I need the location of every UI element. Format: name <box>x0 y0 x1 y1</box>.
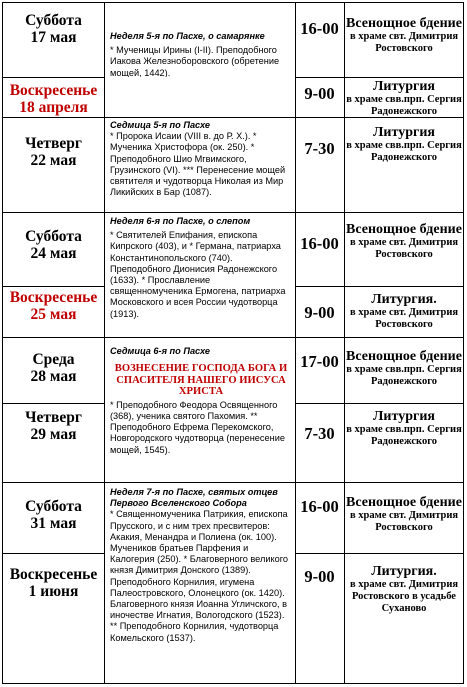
feast-title: ВОЗНЕСЕНИЕ ГОСПОДА БОГА И СПАСИТЕЛЯ НАШЕГО ИИСУСА ХРИСТА <box>114 363 288 398</box>
service-cell <box>344 125 464 164</box>
service-cell <box>344 16 464 55</box>
service-time: 16-00 <box>300 19 339 38</box>
service-cell <box>344 409 464 448</box>
day-cell <box>3 498 104 532</box>
service-name: Литургия. <box>371 564 437 579</box>
liturgical-week: Неделя 7-я по Пасхе, святых отцев Первого Вселенского Собора <box>110 487 278 509</box>
row-divider <box>295 553 464 554</box>
day-cell <box>3 409 104 443</box>
commemoration-cell <box>104 346 295 482</box>
commemoration-text: * Пророка Исаии (VIII в. до Р. Х.). * Мученика Христофора (ок. 250). * Преподобного Шио Мгвимского, Грузинского (VI). *** Перенесение мощей святителя и чудотворца Николая из Мир Ликийских в Бар (1087). <box>110 131 286 198</box>
service-cell <box>344 349 464 388</box>
service-place: в храме свт. Димитрия Ростовского <box>349 510 459 533</box>
row-divider <box>3 337 463 338</box>
service-name: Всенощное бдение <box>346 16 462 31</box>
service-place: в храме свт. Димитрия Ростовского <box>349 31 459 54</box>
service-cell <box>344 292 464 331</box>
date: 18 апреля <box>19 99 88 116</box>
service-place: в храме свв.прп. Сергия Радонежского <box>346 424 462 447</box>
weekday: Воскресенье <box>9 289 98 306</box>
date: 28 мая <box>30 368 77 385</box>
service-time: 17-00 <box>300 352 339 371</box>
service-place: в храме свв.прп. Сергия Радонежского <box>346 140 462 163</box>
service-time: 7-30 <box>304 139 335 158</box>
service-name: Всенощное бдение <box>346 222 462 237</box>
service-place: в храме свт. Димитрия Ростовского <box>349 307 459 330</box>
service-time: 9-00 <box>304 567 335 586</box>
service-name: Литургия <box>373 125 435 140</box>
service-time: 16-00 <box>300 497 339 516</box>
commemoration-cell <box>104 120 295 212</box>
weekday: Суббота <box>25 228 82 245</box>
date: 22 мая <box>30 152 77 169</box>
weekday: Четверг <box>25 409 82 426</box>
service-cell <box>344 79 464 118</box>
weekday: Воскресенье <box>9 566 98 583</box>
row-divider <box>3 482 463 483</box>
commemoration-cell <box>104 487 295 683</box>
weekday: Воскресенье <box>9 82 98 99</box>
row-divider <box>3 77 104 78</box>
day-cell <box>3 228 104 262</box>
day-cell <box>3 135 104 169</box>
weekday: Суббота <box>25 12 82 29</box>
commemoration-cell <box>104 31 295 77</box>
service-place: в храме свт. Димитрия Ростовского в усадьбе Суханово <box>349 579 459 614</box>
commemoration-text: * Святителей Епифания, епископа Кипрского (403), и * Германа, патриарха Константинопольского (740). Преподобного Дионисия Радонежского (1633). * Прославление священномученика Ермогена, патриарха Московского и всея России чудотворца (1913). <box>110 230 286 319</box>
commemoration-text: * Мученицы Ирины (I-II). Преподобного Иакова Железноборовского (обретение мощей, 1442). <box>110 45 280 77</box>
commemoration-text: * Преподобного Феодора Освященного (368), ученика святого Пахомия. ** Преподобного Ефрема Перекомского, Новгородского чудотворца (перенесение мощей, 1545). <box>110 399 285 455</box>
weekday: Четверг <box>25 135 82 152</box>
date: 17 мая <box>30 29 77 46</box>
day-cell <box>3 82 104 116</box>
liturgical-week: Неделя 6-я по Пасхе, о слепом <box>110 216 251 226</box>
row-divider <box>295 286 464 287</box>
weekday: Суббота <box>25 498 82 515</box>
service-place: в храме свв.прп. Сергия Радонежского <box>346 94 462 117</box>
schedule-table <box>2 2 464 684</box>
service-name: Литургия <box>373 409 435 424</box>
date: 29 мая <box>30 426 77 443</box>
service-place: в храме свв.прп. Сергия Радонежского <box>346 364 462 387</box>
row-divider <box>295 403 464 404</box>
weekday: Среда <box>32 351 75 368</box>
day-cell <box>3 12 104 46</box>
date: 24 мая <box>30 245 77 262</box>
service-cell <box>344 495 464 534</box>
liturgical-week: Седмица 6-я по Пасхе <box>110 346 211 356</box>
date: 25 мая <box>30 306 77 323</box>
commemoration-text: * Священномученика Патрикия, епископа Прусского, и с ним трех пресвитеров: Акакия, Менандра и Полиена (ок. 100). Мучеников братьев Парфения и Калогерия (250). * Благоверного великого князя Димитрия Донского (1389). Преподобного Корнилия, игумена Палеостровского, Олонецкого (ок. 1420). Благоверного князя Иоанна Угличского, в иночестве Игнатия, Вологодского (1523). ** Преподобного Корнилия, чудотворца Комельского (1537). <box>110 509 288 643</box>
liturgical-week: Седмица 5-я по Пасхе <box>110 120 211 130</box>
service-cell <box>344 222 464 261</box>
row-divider <box>3 286 104 287</box>
day-cell <box>3 566 104 600</box>
service-name: Всенощное бдение <box>346 495 462 510</box>
service-place: в храме свт. Димитрия Ростовского <box>349 237 459 260</box>
service-name: Всенощное бдение <box>346 349 462 364</box>
row-divider <box>3 212 463 213</box>
day-cell <box>3 351 104 385</box>
row-divider <box>3 403 104 404</box>
date: 1 июня <box>28 583 79 600</box>
date: 31 мая <box>30 515 77 532</box>
liturgical-week: Неделя 5-я по Пасхе, о самарянке <box>110 31 265 41</box>
row-divider <box>3 553 104 554</box>
service-time: 7-30 <box>304 424 335 443</box>
service-time: 16-00 <box>300 234 339 253</box>
service-time: 9-00 <box>304 303 335 322</box>
row-divider <box>295 77 464 78</box>
service-name: Литургия <box>373 79 435 94</box>
service-name: Литургия. <box>371 292 437 307</box>
service-cell <box>344 564 464 615</box>
service-time: 9-00 <box>304 84 335 103</box>
day-cell <box>3 289 104 323</box>
commemoration-cell <box>104 216 295 337</box>
